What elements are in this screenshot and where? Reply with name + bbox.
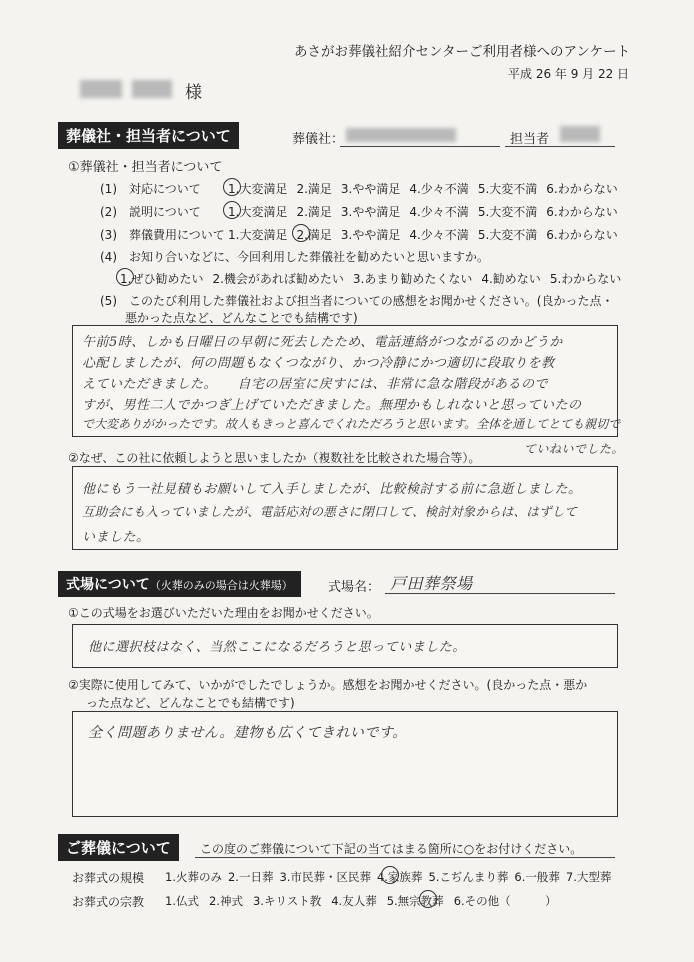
option[interactable]: 4.勧めない <box>481 272 541 286</box>
survey-title: あさがお葬儀社紹介センターご利用者様へのアンケート <box>294 44 631 60</box>
handwritten-line: 他に選択枝はなく、当然ここになるだろうと思っていました。 <box>88 640 466 655</box>
option[interactable]: 6.わからない <box>546 205 618 219</box>
option[interactable]: 6.その他（ ） <box>453 894 557 908</box>
handwritten-line: 互助会にも入っていましたが、電話応対の悪さに閉口して、検討対象からは、はずして <box>82 504 578 519</box>
scale-label: お葬式の規模 <box>72 871 145 885</box>
section-heading-funeral: ご葬儀について <box>58 834 179 861</box>
option[interactable]: 2.満足 <box>296 182 332 196</box>
option[interactable]: 3.やや満足 <box>340 205 401 219</box>
option[interactable]: 1.大変満足 <box>228 182 288 196</box>
religion-options <box>165 893 557 909</box>
venue-heading-note: （火葬のみの場合は火葬場） <box>149 579 293 592</box>
option[interactable]: 5.こぢんまり葬 <box>428 870 509 884</box>
row-label: (3) 葬儀費用について <box>100 228 225 242</box>
redacted-name <box>80 80 122 98</box>
honorific: 様 <box>185 83 202 103</box>
circled-mark <box>223 178 241 196</box>
venue-heading: 式場について <box>66 577 150 593</box>
option[interactable]: 1.大変満足 <box>228 228 288 242</box>
section-heading-venue <box>58 571 301 597</box>
option[interactable]: 4.少々不満 <box>409 228 469 242</box>
option[interactable]: 3.やや満足 <box>340 228 401 242</box>
circled-mark <box>381 866 399 884</box>
option[interactable]: 5.大変不満 <box>477 228 538 242</box>
handwritten-line: で大変ありがかったです。故人もきっと喜んでくれただろうと思います。全体を通してとても親切で <box>82 417 621 431</box>
venue-value: 戸田葬祭場 <box>390 574 473 593</box>
circled-mark <box>292 224 310 242</box>
question-5-cont: 悪かった点など、どんなことでも結構です) <box>125 311 358 325</box>
handwritten-line: いました。 <box>82 530 150 545</box>
option[interactable]: 2.満足 <box>296 205 332 219</box>
redacted-name <box>132 80 172 98</box>
circled-mark <box>419 890 437 908</box>
option[interactable]: 3.キリスト教 <box>252 894 322 908</box>
option[interactable]: 5.無宗教葬 <box>386 894 444 908</box>
venue-question-2: ②実際に使用してみて、いかがでしたでしょうか。感想をお聞かせください。(良かった点・悪か <box>68 678 588 692</box>
row-label: (2) 説明について <box>100 205 201 219</box>
option[interactable]: 4.少々不満 <box>409 205 469 219</box>
handwritten-line: ていねいでした。 <box>524 442 625 456</box>
question-5: (5) このたび利用した葬儀社および担当者についての感想をお聞かせください。(良かった点・ <box>100 294 614 308</box>
venue-label: 式場名： <box>328 580 381 595</box>
option[interactable]: 1.ぜひ勧めたい <box>120 272 204 286</box>
handwritten-line: すが、男性二人でかつぎ上げていただきました。無理かもしれないと思っていたの <box>82 398 582 413</box>
intro-underline <box>195 857 615 858</box>
option[interactable]: 2.満足 <box>296 228 332 242</box>
question-4: (4) お知り合いなどに、今回利用した葬儀社を勧めたいと思いますか。 <box>100 250 490 264</box>
handwritten-line: 心配しましたが、何の問題もなくつながり、かつ冷静にかつ適切に段取りを教 <box>82 356 555 371</box>
section-heading-funeral-company: 葬儀社・担当者について <box>58 122 239 149</box>
staff-label: 担当者 <box>510 132 550 147</box>
option[interactable]: 4.家族葬 <box>376 870 423 884</box>
option[interactable]: 2.神式 <box>208 894 243 908</box>
company-underline <box>340 146 500 147</box>
option[interactable]: 1.仏式 <box>165 894 199 908</box>
option[interactable]: 7.大型葬 <box>565 870 612 884</box>
option[interactable]: 1.大変満足 <box>228 205 288 219</box>
option[interactable]: 4.少々不満 <box>409 182 469 196</box>
venue-underline <box>385 593 615 594</box>
religion-label: お葬式の宗教 <box>72 895 145 909</box>
option[interactable]: 2.機会があれば勧めたい <box>212 272 344 286</box>
option[interactable]: 6.一般葬 <box>514 870 560 884</box>
redacted-staff <box>560 126 600 142</box>
option[interactable]: 3.やや満足 <box>340 182 401 196</box>
question-2: ②なぜ、この社に依頼しようと思いましたか（複数社を比較された場合等）。 <box>68 451 481 465</box>
venue-question-2-cont: った点など、どんなことでも結構です) <box>86 696 295 710</box>
company-label: 葬儀社： <box>292 132 345 147</box>
funeral-intro: この度のご葬儀について下記の当てはまる箇所に○をお付けください。 <box>200 842 583 856</box>
recommend-options <box>120 270 630 287</box>
rating-options <box>228 203 627 220</box>
handwritten-line: 全く問題ありません。建物も広くてきれいです。 <box>88 725 407 741</box>
option[interactable]: 3.あまり勧めたくない <box>352 272 473 286</box>
option[interactable]: 5.大変不満 <box>477 205 538 219</box>
rating-options <box>228 226 627 243</box>
handwritten-line: 他にもう一社見積もお願いして入手しましたが、比較検討する前に急逝しました。 <box>82 482 582 497</box>
venue-question-1: ①この式場をお選びいただいた理由をお聞かせください。 <box>68 606 379 620</box>
handwritten-line: 午前5時、しかも日曜日の早朝に死去したため、電話連絡がつながるのかどうか <box>82 335 563 350</box>
option[interactable]: 6.わからない <box>546 182 618 196</box>
option[interactable]: 4.友人葬 <box>331 894 377 908</box>
option[interactable]: 5.大変不満 <box>477 182 538 196</box>
circled-mark <box>223 201 241 219</box>
survey-date: 平成 26 年 9 月 22 日 <box>508 67 630 81</box>
question-1: ①葬儀社・担当者について <box>68 160 223 175</box>
option[interactable]: 5.わからない <box>549 272 622 286</box>
option[interactable]: 3.市民葬・区民葬 <box>279 870 371 884</box>
handwritten-line: えていただきました。 自宅の居室に戻すには、非常に急な階段があるので <box>82 377 549 392</box>
option[interactable]: 6.わからない <box>546 228 618 242</box>
option[interactable]: 2.一日葬 <box>227 870 274 884</box>
circled-mark <box>116 268 134 286</box>
row-label: (1) 対応について <box>100 182 201 196</box>
redacted-company <box>346 128 456 142</box>
option[interactable]: 1.火葬のみ <box>165 870 222 884</box>
rating-options <box>228 180 627 197</box>
staff-underline <box>505 146 615 147</box>
